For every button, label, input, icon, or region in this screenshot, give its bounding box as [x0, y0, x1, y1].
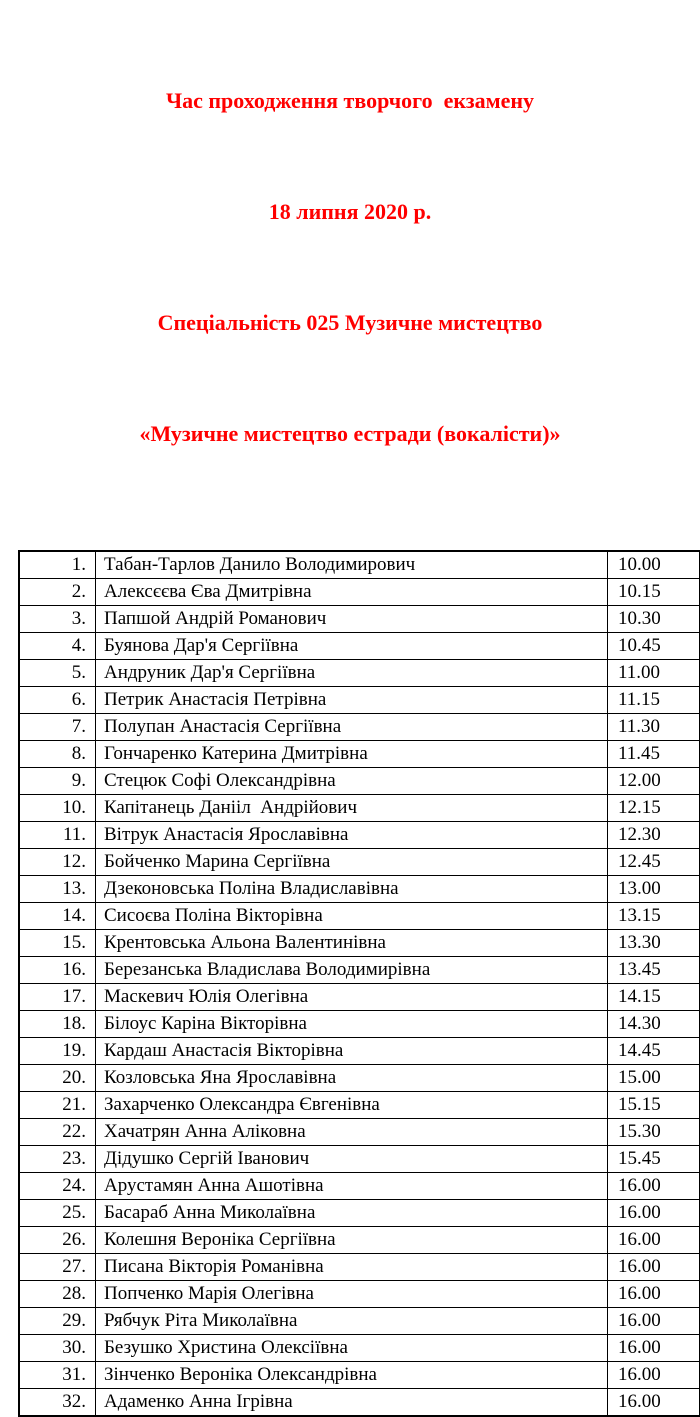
table-row: [19, 957, 700, 984]
applicant-name-cell: Писана Вікторія Романівна: [96, 1254, 608, 1281]
applicant-name-cell: Стецюк Софі Олександрівна: [96, 768, 608, 795]
applicant-name-cell: Дідушко Сергій Іванович: [96, 1146, 608, 1173]
table-row: [19, 1362, 700, 1389]
exam-time-cell: 13.45: [608, 957, 700, 984]
exam-time-cell: 11.45: [608, 741, 700, 768]
row-number-cell: 25.: [19, 1200, 96, 1227]
exam-time-cell: 11.15: [608, 687, 700, 714]
applicant-name-cell: Маскевич Юлія Олегівна: [96, 984, 608, 1011]
exam-time-cell: 16.00: [608, 1200, 700, 1227]
exam-time-cell: 12.15: [608, 795, 700, 822]
exam-schedule-table: [18, 550, 700, 1417]
exam-time-cell: 15.00: [608, 1065, 700, 1092]
table-row: [19, 551, 700, 579]
applicant-name-cell: Зінченко Вероніка Олександрівна: [96, 1362, 608, 1389]
exam-time-cell: 16.00: [608, 1281, 700, 1308]
exam-time-cell: 16.00: [608, 1362, 700, 1389]
document-title: [0, 8, 700, 526]
exam-time-cell: 14.30: [608, 1011, 700, 1038]
exam-time-cell: 13.15: [608, 903, 700, 930]
row-number-cell: 24.: [19, 1173, 96, 1200]
table-row: [19, 1011, 700, 1038]
table-row: [19, 876, 700, 903]
table-row: [19, 714, 700, 741]
applicant-name-cell: Хачатрян Анна Аліковна: [96, 1119, 608, 1146]
applicant-name-cell: Буянова Дар'я Сергіївна: [96, 633, 608, 660]
title-line-date: 18 липня 2020 р.: [0, 193, 700, 230]
table-row: [19, 1227, 700, 1254]
exam-time-cell: 16.00: [608, 1335, 700, 1362]
exam-time-cell: 12.45: [608, 849, 700, 876]
applicant-name-cell: Крентовська Альона Валентинівна: [96, 930, 608, 957]
row-number-cell: 12.: [19, 849, 96, 876]
applicant-name-cell: Адаменко Анна Ігрівна: [96, 1389, 608, 1417]
exam-time-cell: 16.00: [608, 1173, 700, 1200]
row-number-cell: 1.: [19, 551, 96, 579]
applicant-name-cell: Вітрук Анастасія Ярославівна: [96, 822, 608, 849]
exam-time-cell: 11.30: [608, 714, 700, 741]
row-number-cell: 32.: [19, 1389, 96, 1417]
row-number-cell: 19.: [19, 1038, 96, 1065]
table-row: [19, 579, 700, 606]
table-row: [19, 1173, 700, 1200]
exam-time-cell: 16.00: [608, 1389, 700, 1417]
table-row: [19, 903, 700, 930]
table-row: [19, 795, 700, 822]
exam-time-cell: 10.00: [608, 551, 700, 579]
table-row: [19, 1146, 700, 1173]
applicant-name-cell: Кардаш Анастасія Вікторівна: [96, 1038, 608, 1065]
row-number-cell: 2.: [19, 579, 96, 606]
table-row: [19, 1389, 700, 1417]
exam-time-cell: 10.15: [608, 579, 700, 606]
table-row: [19, 1119, 700, 1146]
applicant-name-cell: Березанська Владислава Володимирівна: [96, 957, 608, 984]
exam-time-cell: 14.15: [608, 984, 700, 1011]
applicant-name-cell: Алексєєва Єва Дмитрівна: [96, 579, 608, 606]
exam-time-cell: 14.45: [608, 1038, 700, 1065]
applicant-name-cell: Арустамян Анна Ашотівна: [96, 1173, 608, 1200]
applicant-name-cell: Білоус Каріна Вікторівна: [96, 1011, 608, 1038]
row-number-cell: 9.: [19, 768, 96, 795]
applicant-name-cell: Дзеконовська Поліна Владиславівна: [96, 876, 608, 903]
table-row: [19, 1038, 700, 1065]
row-number-cell: 31.: [19, 1362, 96, 1389]
row-number-cell: 18.: [19, 1011, 96, 1038]
applicant-name-cell: Захарченко Олександра Євгенівна: [96, 1092, 608, 1119]
table-row: [19, 1335, 700, 1362]
exam-time-cell: 15.30: [608, 1119, 700, 1146]
document-page: [0, 8, 700, 1043]
exam-time-cell: 11.00: [608, 660, 700, 687]
exam-time-cell: 12.00: [608, 768, 700, 795]
applicant-name-cell: Бойченко Марина Сергіївна: [96, 849, 608, 876]
applicant-name-cell: Козловська Яна Ярославівна: [96, 1065, 608, 1092]
row-number-cell: 29.: [19, 1308, 96, 1335]
table-row: [19, 984, 700, 1011]
table-row: [19, 822, 700, 849]
applicant-name-cell: Петрик Анастасія Петрівна: [96, 687, 608, 714]
applicant-name-cell: Гончаренко Катерина Дмитрівна: [96, 741, 608, 768]
table-row: [19, 1200, 700, 1227]
row-number-cell: 14.: [19, 903, 96, 930]
table-row: [19, 768, 700, 795]
applicant-name-cell: Басараб Анна Миколаївна: [96, 1200, 608, 1227]
title-line-exam: Час проходження творчого екзамену: [0, 82, 700, 119]
row-number-cell: 3.: [19, 606, 96, 633]
exam-time-cell: 15.45: [608, 1146, 700, 1173]
applicant-name-cell: Попченко Марія Олегівна: [96, 1281, 608, 1308]
applicant-name-cell: Рябчук Ріта Миколаївна: [96, 1308, 608, 1335]
exam-time-cell: 10.45: [608, 633, 700, 660]
applicant-name-cell: Полупан Анастасія Сергіївна: [96, 714, 608, 741]
title-line-specialty: Спеціальність 025 Музичне мистецтво: [0, 304, 700, 341]
row-number-cell: 28.: [19, 1281, 96, 1308]
table-row: [19, 849, 700, 876]
row-number-cell: 5.: [19, 660, 96, 687]
row-number-cell: 27.: [19, 1254, 96, 1281]
exam-time-cell: 13.30: [608, 930, 700, 957]
title-line-program: «Музичне мистецтво естради (вокалісти)»: [0, 415, 700, 452]
row-number-cell: 21.: [19, 1092, 96, 1119]
exam-time-cell: 12.30: [608, 822, 700, 849]
row-number-cell: 7.: [19, 714, 96, 741]
applicant-name-cell: Колешня Вероніка Сергіївна: [96, 1227, 608, 1254]
table-row: [19, 606, 700, 633]
exam-time-cell: 13.00: [608, 876, 700, 903]
applicant-name-cell: Безушко Христина Олексіївна: [96, 1335, 608, 1362]
row-number-cell: 4.: [19, 633, 96, 660]
row-number-cell: 10.: [19, 795, 96, 822]
applicant-name-cell: Андруник Дар'я Сергіївна: [96, 660, 608, 687]
applicant-name-cell: Папшой Андрій Романович: [96, 606, 608, 633]
row-number-cell: 17.: [19, 984, 96, 1011]
row-number-cell: 6.: [19, 687, 96, 714]
row-number-cell: 20.: [19, 1065, 96, 1092]
table-row: [19, 633, 700, 660]
table-row: [19, 1308, 700, 1335]
applicant-name-cell: Капітанець Данііл Андрійович: [96, 795, 608, 822]
row-number-cell: 26.: [19, 1227, 96, 1254]
table-row: [19, 1281, 700, 1308]
exam-time-cell: 16.00: [608, 1227, 700, 1254]
row-number-cell: 13.: [19, 876, 96, 903]
row-number-cell: 8.: [19, 741, 96, 768]
schedule-table-body: [19, 551, 700, 1416]
row-number-cell: 15.: [19, 930, 96, 957]
table-row: [19, 1092, 700, 1119]
row-number-cell: 30.: [19, 1335, 96, 1362]
exam-time-cell: 16.00: [608, 1254, 700, 1281]
row-number-cell: 16.: [19, 957, 96, 984]
table-row: [19, 930, 700, 957]
table-row: [19, 687, 700, 714]
applicant-name-cell: Сисоєва Поліна Вікторівна: [96, 903, 608, 930]
applicant-name-cell: Табан-Тарлов Данило Володимирович: [96, 551, 608, 579]
row-number-cell: 23.: [19, 1146, 96, 1173]
table-row: [19, 1254, 700, 1281]
table-row: [19, 1065, 700, 1092]
row-number-cell: 11.: [19, 822, 96, 849]
row-number-cell: 22.: [19, 1119, 96, 1146]
exam-time-cell: 15.15: [608, 1092, 700, 1119]
table-row: [19, 741, 700, 768]
exam-time-cell: 10.30: [608, 606, 700, 633]
table-row: [19, 660, 700, 687]
exam-time-cell: 16.00: [608, 1308, 700, 1335]
